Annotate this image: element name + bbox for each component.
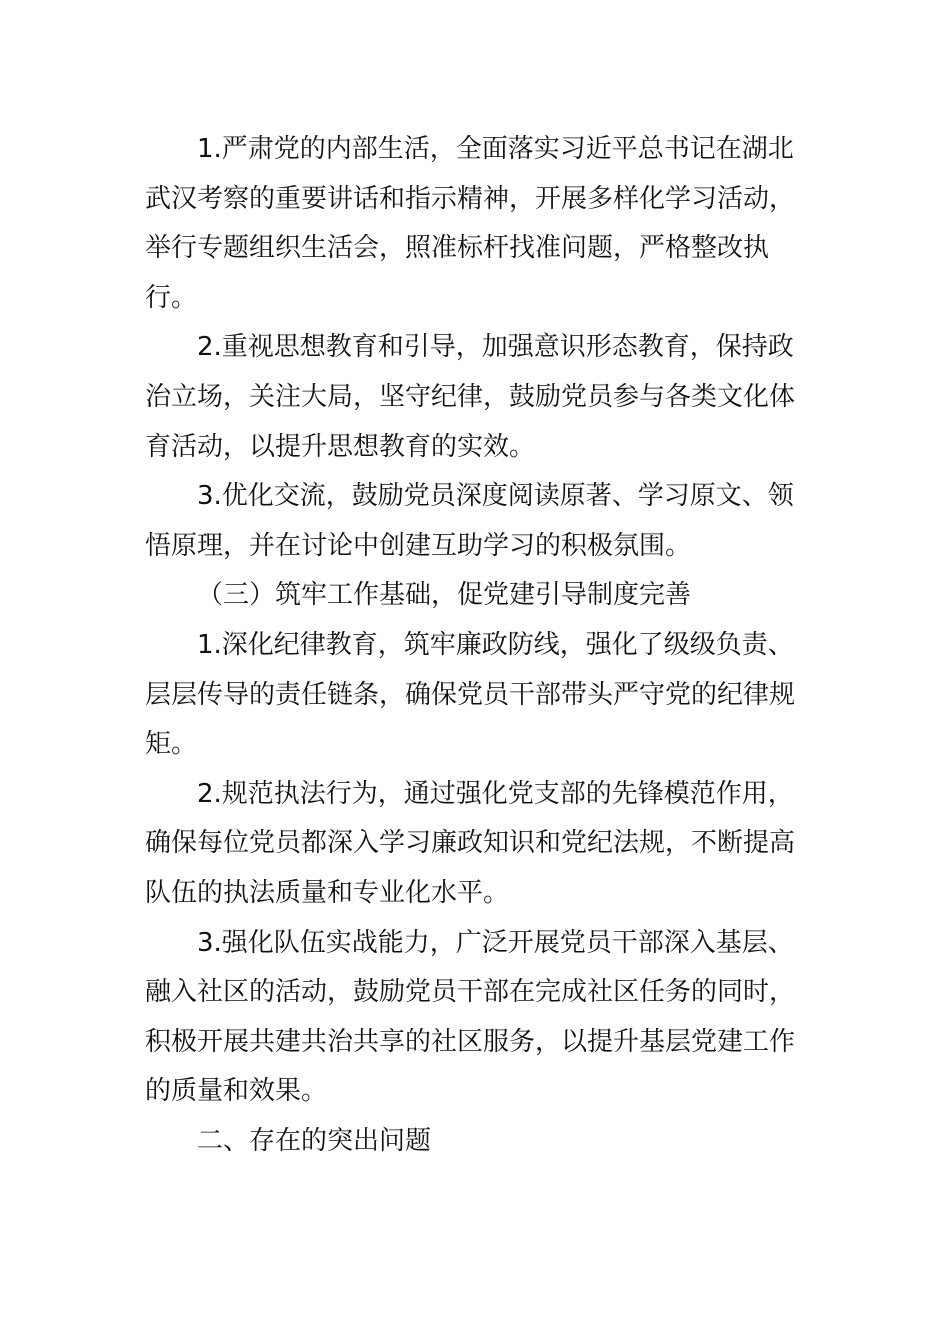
- paragraph-5: 2.规范执法行为，通过强化党支部的先锋模范作用，确保每位党员都深入学习廉政知识和党纪法规，不断提高队伍的执法质量和专业化水平。: [145, 778, 796, 908]
- paragraph-6: 3.强化队伍实战能力，广泛开展党员干部深入基层、融入社区的活动，鼓励党员干部在完成社区任务的同时，积极开展共建共治共享的社区服务，以提升基层党建工作的质量和效果。: [145, 927, 796, 1107]
- paragraph-2: 2.重视思想教育和引导，加强意识形态教育，保持政治立场，关注大局，坚守纪律，鼓励党员参与各类文化体育活动，以提升思想教育的实效。: [145, 332, 796, 462]
- paragraph-3: 3.优化交流，鼓励党员深度阅读原著、学习原文、领悟原理，并在讨论中创建互助学习的积极氛围。: [145, 481, 794, 561]
- chapter-heading-2: 二、存在的突出问题: [197, 1125, 432, 1156]
- section-heading-3: （三）筑牢工作基础，促党建引导制度完善: [197, 580, 692, 611]
- paragraph-1: 1.严肃党的内部生活，全面落实习近平总书记在湖北武汉考察的重要讲话和指示精神，开展多样化学习活动，举行专题组织生活会，照准标杆找准问题，严格整改执行。: [145, 134, 796, 313]
- paragraph-4: 1.深化纪律教育，筑牢廉政防线，强化了级级负责、层层传导的责任链条，确保党员干部带头严守党的纪律规矩。: [145, 629, 796, 760]
- document-body: [145, 125, 810, 1166]
